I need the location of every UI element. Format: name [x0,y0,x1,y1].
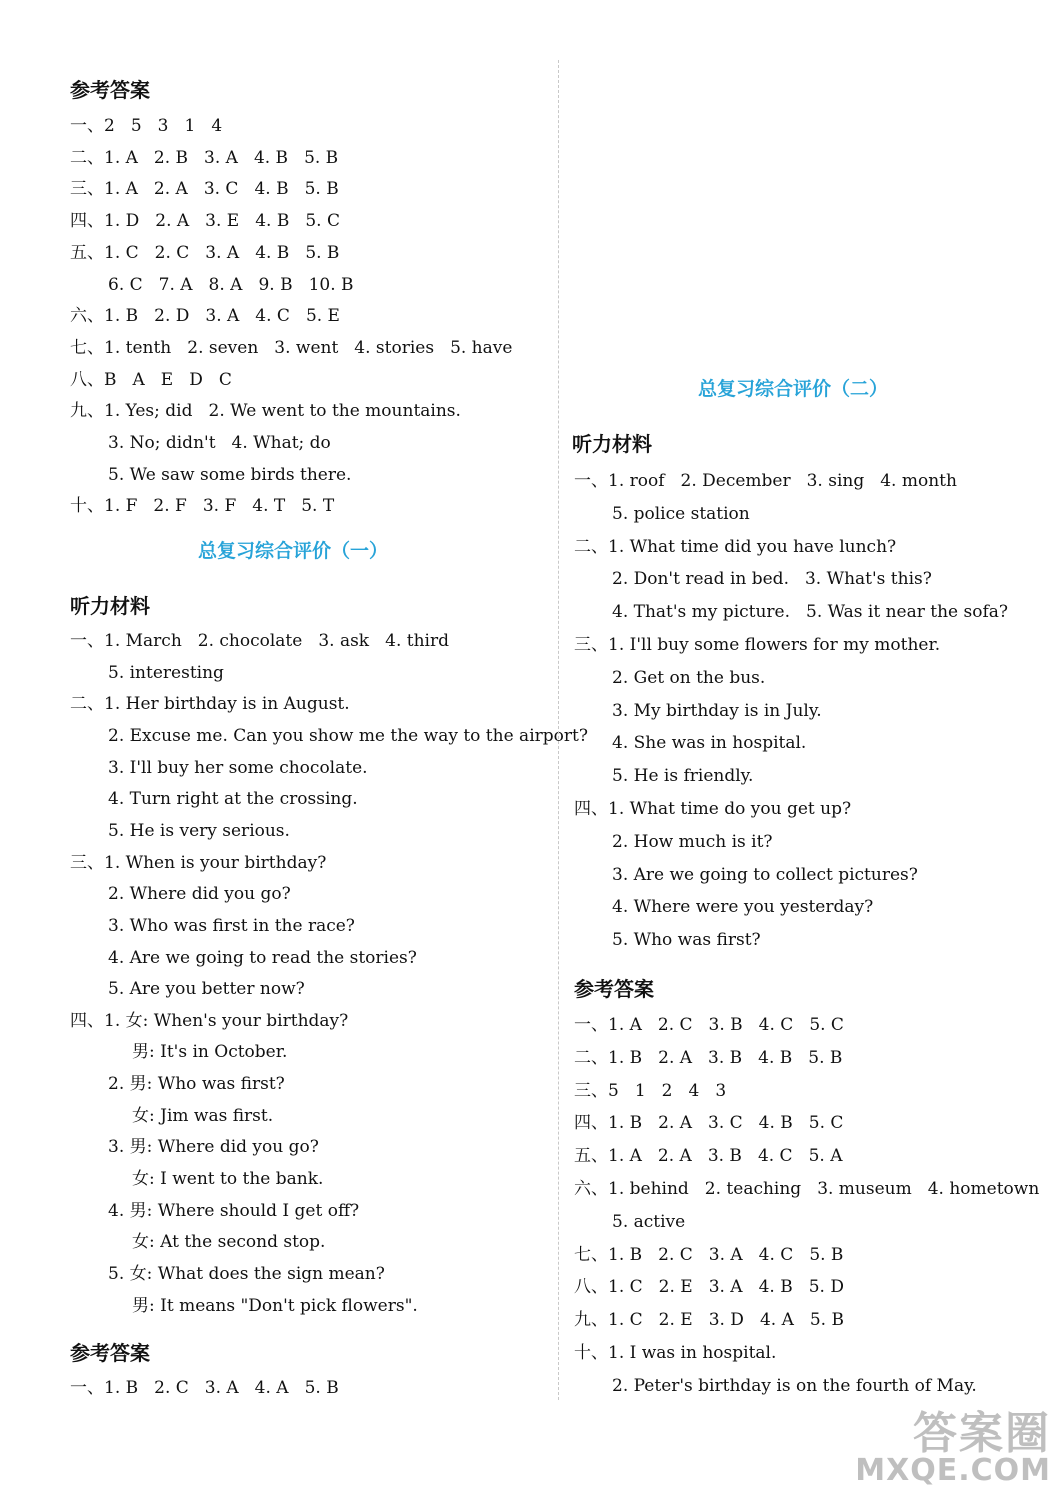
answer-line [108,883,291,905]
answer-line [132,1295,418,1317]
answer-item: 5. B [809,1310,844,1330]
answer-line [70,147,338,169]
answer-item: 2. C [657,1015,693,1035]
answer-item: 3. B [708,1048,743,1068]
answer-item: 4. stories [354,338,435,358]
answer-item: 4. Are we going to read the stories? [108,948,417,968]
answer-item: 5. 女: What does the sign mean? [108,1264,385,1284]
answer-line [612,503,750,525]
watermark-domain: MXQE.COM [855,1453,1051,1488]
answer-line [574,634,940,656]
answer-item: 3. 男: Where did you go? [108,1137,319,1157]
answer-line [108,978,305,1000]
answer-item: 八、B [70,370,117,390]
answer-item: 4. hometown [927,1179,1040,1199]
answer-item: 5. D [808,1277,844,1297]
answer-item: 1 [184,116,196,136]
answer-line [108,725,588,747]
watermark [855,1408,1051,1488]
answer-item: 8. A [208,275,243,295]
answer-item: 4. B [255,211,290,231]
answer-item: 女: Jim was first. [132,1106,274,1126]
answer-line [574,1244,843,1266]
answer-item: 4. A [759,1310,794,1330]
answer-item: 4. A [254,1378,289,1398]
answers-heading-1: 参考答案 [70,78,150,102]
answer-line [108,1073,285,1095]
answer-item: 3. C [708,1113,743,1133]
answer-line [108,662,224,684]
answer-item: 2. E [658,1310,693,1330]
answer-item: 5. B [808,1048,843,1068]
answer-line [574,1178,1039,1200]
answer-item: 3. A [204,1378,239,1398]
answers-heading-3: 参考答案 [574,977,654,1001]
answer-item: 2. C [154,243,190,263]
answer-line [612,896,873,918]
answer-item: 五、1. A [574,1146,642,1166]
answer-item: 2. teaching [704,1179,802,1199]
answer-line [574,1276,844,1298]
answer-line [70,495,334,517]
answer-item: 5. Was it near the sofa? [806,602,1009,622]
answer-item: 2. F [153,496,187,516]
answer-item: 2 [661,1081,673,1101]
answer-item: 7. A [158,275,193,295]
answer-item: 4. month [880,471,957,491]
answer-item: 女: I went to the bank. [132,1169,324,1189]
answer-item: 3 [157,116,169,136]
answer-line [70,369,232,391]
answer-line [70,1010,348,1032]
answer-line [108,1136,319,1158]
answer-item: 1 [634,1081,646,1101]
answer-item: 2. E [658,1277,693,1297]
answer-item: 5. interesting [108,663,224,683]
answer-item: 3. C [203,179,239,199]
answer-item: 2. December [680,471,791,491]
answer-item: 6. C [108,275,143,295]
answer-item: 10. B [308,275,354,295]
listening-heading-1: 听力材料 [70,594,150,618]
answer-item: 3. B [708,1015,743,1035]
listening-heading-2: 听力材料 [572,432,652,456]
answer-item: A [132,370,145,390]
answer-line [574,1309,844,1331]
answer-line [132,1105,273,1127]
answer-item: 4. B [758,1277,793,1297]
answer-line [612,864,918,886]
answer-line [612,732,806,754]
answer-item: 2. Where did you go? [108,884,291,904]
answer-line [132,1041,287,1063]
answer-line [574,1047,842,1069]
answer-item: 2. 男: Who was first? [108,1074,285,1094]
answer-item: 十、1. F [70,496,138,516]
answer-line [612,1211,685,1233]
answer-item: 5. B [304,148,339,168]
answer-item: 男: It means "Don't pick flowers". [132,1296,418,1316]
answer-item: 三、1. When is your birthday? [70,853,327,873]
answer-item: 5. C [305,211,340,231]
answer-line [612,700,822,722]
answer-item: 4. B [253,148,289,168]
answer-item: 五、1. C [70,243,139,263]
answer-line [574,798,851,820]
answer-item: 5. B [305,243,340,263]
answer-line [574,1112,843,1134]
answer-item: C [218,370,232,390]
answer-item: 3. A [205,306,240,326]
answer-item: 5. have [450,338,513,358]
answer-item: 4 [211,116,223,136]
answer-item: 4. That's my picture. [612,602,791,622]
answer-item: 二、1. A [70,148,138,168]
answer-line [612,765,753,787]
answer-item: 一、1. B [70,1378,139,1398]
answer-item: 三、1. I'll buy some flowers for my mother. [574,635,941,655]
answer-item: 4. B [255,243,290,263]
answer-line [132,1231,325,1253]
answer-item: 女: At the second stop. [132,1232,326,1252]
answer-item: 九、1. C [574,1310,643,1330]
answer-line [108,464,351,486]
answer-item: 4. Turn right at the crossing. [108,789,358,809]
answer-line [70,115,222,137]
answer-item: 3. A [708,1277,743,1297]
column-divider [558,60,559,1400]
answer-item: 3. My birthday is in July. [612,701,822,721]
answer-item: 5. active [612,1212,686,1232]
answer-line [612,667,765,689]
answer-item: 三、5 [574,1081,619,1101]
answer-item: 2. Get on the bus. [612,668,766,688]
answer-item: 四、1. 女: When's your birthday? [70,1011,349,1031]
answer-item: 2. A [155,211,190,231]
answers-heading-2: 参考答案 [70,1341,150,1365]
answer-item: 4. What; do [231,433,331,453]
answer-item: 3. went [274,338,339,358]
answer-item: 4. T [252,496,286,516]
answer-item: 3. What's this? [804,569,932,589]
answer-item: 4. C [758,1245,794,1265]
answer-item: 5. B [304,1378,339,1398]
answer-line [108,274,354,296]
answer-item: 2. A [153,179,188,199]
answer-line [70,337,512,359]
answer-line [612,1375,977,1397]
answer-item: 3. Are we going to collect pictures? [612,865,918,885]
review-title-1: 总复习综合评价（一） [198,540,389,562]
answer-item: 4. C [758,1015,794,1035]
answer-item: 2. How much is it? [612,832,773,852]
answer-line [70,400,461,422]
answer-item: 5. He is friendly. [612,766,754,786]
answer-item: 3. F [202,496,237,516]
answer-line [612,568,932,590]
answer-item: 4. 男: Where should I get off? [108,1201,360,1221]
answer-line [612,929,761,951]
answer-line [574,470,957,492]
answer-item: 5. B [304,179,339,199]
answer-item: 4. third [385,631,449,651]
answer-line [108,1263,385,1285]
answer-item: 3. No; didn't [108,433,216,453]
answer-item: 5. We saw some birds there. [108,465,352,485]
answer-item: 六、1. B [70,306,139,326]
answer-item: 5. A [808,1146,843,1166]
answer-line [108,788,358,810]
answer-item: 4. C [255,306,290,326]
answer-item: 4. B [254,179,289,199]
answer-item: 3. D [708,1310,744,1330]
answer-item: 2. C [658,1245,693,1265]
answer-line [70,1377,339,1399]
review-title-2: 总复习综合评价（二） [698,378,889,400]
answer-item: 男: It's in October. [132,1042,288,1062]
answer-line [108,757,368,779]
answer-item: 5. C [808,1113,844,1133]
answer-item: 5. B [809,1245,844,1265]
answer-item: 5. Who was first? [612,930,761,950]
answer-item: 9. B [258,275,293,295]
answer-item: 七、1. B [574,1245,643,1265]
answer-item: E [160,370,174,390]
answer-item: 一、1. March [70,631,182,651]
answer-item: 4. Where were you yesterday? [612,897,874,917]
watermark-logo-text: 答案圈 [913,1408,1051,1459]
answer-item: 2. Excuse me. Can you show me the way to the airport? [108,726,588,746]
answer-item: 3. A [708,1245,743,1265]
answer-item: 4 [688,1081,700,1101]
answer-item: 3. E [205,211,240,231]
answer-item: 3. A [205,243,240,263]
answer-item: 二、1. Her birthday is in August. [70,694,350,714]
answer-item: 二、1. B [574,1048,643,1068]
answer-item: 2. A [658,1113,693,1133]
answer-item: 四、1. B [574,1113,643,1133]
answer-line [70,242,339,264]
answer-item: 4. B [758,1113,793,1133]
answer-line [612,831,773,853]
answer-item: 2. seven [187,338,259,358]
answer-line [108,432,331,454]
answer-item: 三、1. A [70,179,138,199]
answer-item: D [189,370,203,390]
answer-item: 5. Are you better now? [108,979,305,999]
answer-item: 二、1. What time did you have lunch? [574,537,897,557]
answer-line [108,1200,359,1222]
answer-item: 九、1. Yes; did [70,401,193,421]
answer-item: 5. E [305,306,340,326]
answer-item: 2. D [154,306,190,326]
answer-line [132,1168,323,1190]
answer-item: 3. I'll buy her some chocolate. [108,758,368,778]
answer-item: 3 [715,1081,727,1101]
answer-line [70,305,340,327]
answer-item: 2. chocolate [197,631,303,651]
answer-item: 一、1. roof [574,471,665,491]
answer-item: 2. B [153,148,189,168]
answer-item: 3. ask [318,631,370,651]
answer-line [70,210,340,232]
answer-item: 5. He is very serious. [108,821,290,841]
answer-line [108,820,290,842]
answer-line [108,915,355,937]
answer-line [574,1145,842,1167]
answer-item: 一、2 [70,116,115,136]
answer-item: 2. Don't read in bed. [612,569,789,589]
answer-line [574,1014,844,1036]
answer-item: 3. museum [817,1179,912,1199]
answer-item: 4. C [757,1146,793,1166]
answer-item: 4. B [758,1048,793,1068]
answer-line [574,536,896,558]
answer-line [612,601,1008,623]
answer-line [70,852,326,874]
answer-item: 4. She was in hospital. [612,733,807,753]
answer-line [574,1342,776,1364]
answer-line [108,947,417,969]
answer-item: 2. C [154,1378,189,1398]
answer-item: 一、1. A [574,1015,642,1035]
answer-item: 四、1. What time do you get up? [574,799,852,819]
answer-item: 3. Who was first in the race? [108,916,355,936]
answer-item: 5. C [809,1015,844,1035]
answer-item: 六、1. behind [574,1179,689,1199]
answer-line [70,630,449,652]
answer-item: 3. B [707,1146,742,1166]
answer-item: 七、1. tenth [70,338,172,358]
answer-item: 5 [130,116,142,136]
answer-item: 2. Peter's birthday is on the fourth of May. [612,1376,977,1396]
answer-item: 3. A [204,148,238,168]
answer-line [70,178,339,200]
answer-item: 2. A [657,1146,692,1166]
answer-item: 八、1. C [574,1277,643,1297]
answer-item: 5. T [301,496,335,516]
answer-item: 3. sing [806,471,865,491]
answer-item: 2. We went to the mountains. [208,401,461,421]
answer-item: 十、1. I was in hospital. [574,1343,777,1363]
answer-item: 四、1. D [70,211,140,231]
answer-line [574,1080,726,1102]
answer-item: 5. police station [612,504,750,524]
answer-line [70,693,350,715]
answer-item: 2. A [658,1048,693,1068]
